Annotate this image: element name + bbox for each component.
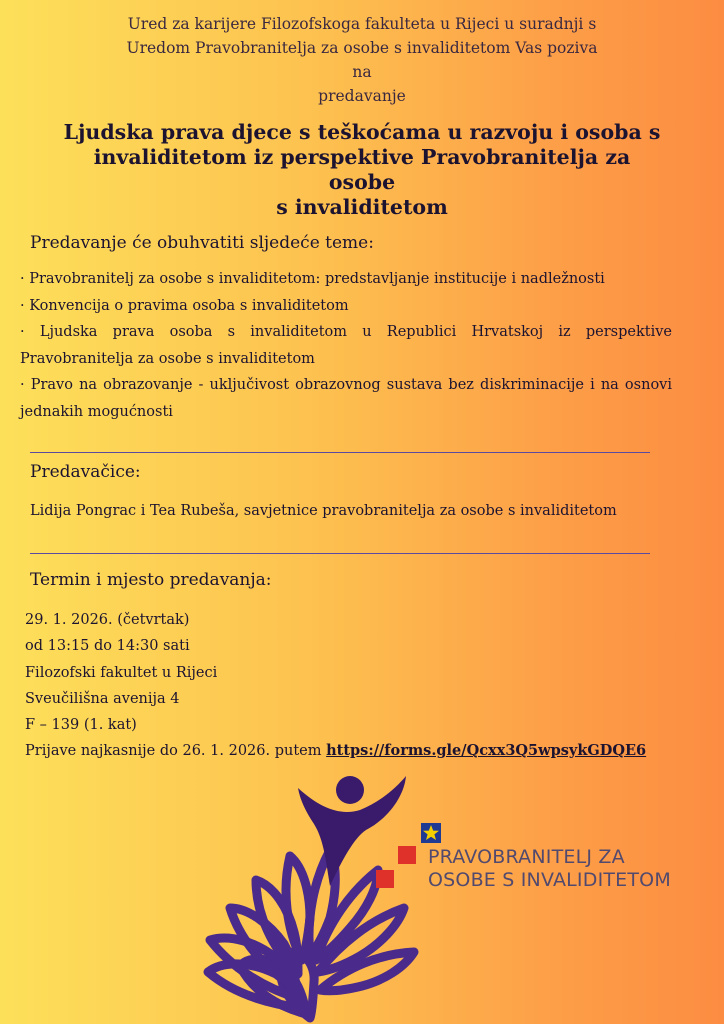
lecture-title xyxy=(60,120,664,220)
topics-list xyxy=(20,266,672,425)
event-details xyxy=(25,607,646,765)
event-time: od 13:15 do 14:30 sati xyxy=(25,638,190,655)
event-date: 29. 1. 2026. (četvrtak) xyxy=(25,612,190,628)
logo-line: PRAVOBRANITELJ ZA xyxy=(428,846,625,868)
topic-item: · Pravobranitelj za osobe s invaliditetom: predstavljanje institucije i nadležnosti xyxy=(20,271,605,287)
registration-text: Prijave najkasnije do 26. 1. 2026. putem xyxy=(25,743,322,760)
title-line: invaliditetom iz perspektive Pravobranitelja za osobe xyxy=(93,145,631,194)
intro-line: Uredom Pravobranitelja za osobe s invaliditetom Vas poziva na xyxy=(126,39,598,81)
intro-line: Ured za karijere Filozofskoga fakulteta u Rijeci u suradnji s xyxy=(127,15,597,33)
figure-head xyxy=(336,776,364,804)
title-line: Ljudska prava djece s teškoćama u razvoju i osoba s xyxy=(63,120,661,144)
topic-item: · Pravo na obrazovanje - uključivost obrazovnog sustava bez diskriminacije i na osnovi jednakih mogućnosti xyxy=(20,377,672,420)
event-venue: Filozofski fakultet u Rijeci xyxy=(25,664,218,681)
event-room: F – 139 (1. kat) xyxy=(25,717,137,734)
red-squares-icon xyxy=(376,846,420,892)
logo-text xyxy=(428,846,671,892)
divider xyxy=(30,452,650,453)
topics-heading: Predavanje će obuhvatiti sljedeće teme: xyxy=(30,233,374,253)
event-address: Sveučilišna avenija 4 xyxy=(25,690,180,707)
logo-line: OSOBE S INVALIDITETOM xyxy=(428,869,671,891)
intro-text xyxy=(120,12,604,108)
flower-logo-icon xyxy=(190,768,440,1024)
event-heading: Termin i mjesto predavanja: xyxy=(30,570,272,590)
registration-line xyxy=(25,738,646,764)
divider xyxy=(30,553,650,554)
title-line: s invaliditetom xyxy=(276,195,448,219)
topic-item: · Konvencija o pravima osoba s invaliditetom xyxy=(20,297,349,314)
intro-line: predavanje xyxy=(318,87,406,105)
speakers-heading: Predavačice: xyxy=(30,462,141,482)
star-icon xyxy=(421,823,441,843)
registration-link[interactable]: https://forms.gle/Qcxx3Q5wpsykGDQE6 xyxy=(326,742,647,760)
topic-item: · Ljudska prava osoba s invaliditetom u Republici Hrvatskoj iz perspektive Pravobranitelja za osobe s invaliditetom xyxy=(20,324,672,367)
speakers-text: Lidija Pongrac i Tea Rubeša, savjetnice pravobranitelja za osobe s invaliditetom xyxy=(30,503,617,519)
